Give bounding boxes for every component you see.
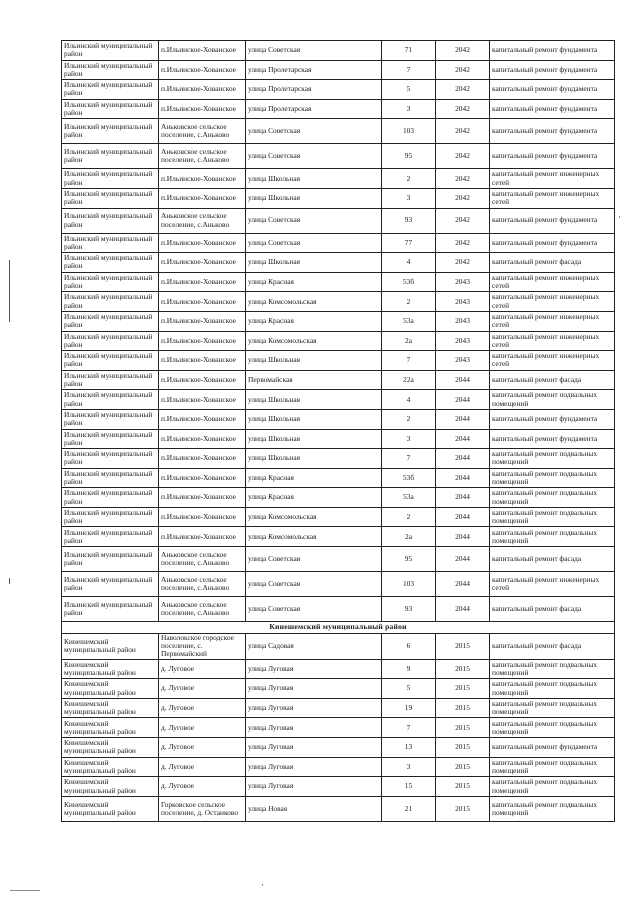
street-cell: улица Школьная (246, 169, 382, 189)
settlement-cell: п.Ильинское-Хованское (159, 99, 246, 119)
house-number-cell: 53а (382, 311, 436, 331)
district-cell: Ильинский муниципальный район (62, 507, 159, 527)
district-cell: Ильинский муниципальный район (62, 169, 159, 189)
district-cell: Ильинский муниципальный район (62, 390, 159, 410)
work-type-cell: капитальный ремонт фасада (490, 547, 615, 572)
house-number-cell: 21 (382, 796, 436, 821)
district-cell: Ильинский муниципальный район (62, 449, 159, 469)
work-type-cell: капитальный ремонт подвальных помещений (490, 468, 615, 488)
year-cell: 2015 (436, 777, 490, 797)
house-number-cell: 4 (382, 253, 436, 273)
table-row (62, 757, 615, 777)
district-cell: Ильинский муниципальный район (62, 351, 159, 371)
year-cell: 2044 (436, 488, 490, 508)
year-cell: 2043 (436, 272, 490, 292)
house-number-cell: 2а (382, 331, 436, 351)
district-cell: Ильинский муниципальный район (62, 572, 159, 597)
house-number-cell: 7 (382, 718, 436, 738)
table-body-ilinsky (62, 41, 615, 622)
year-cell: 2015 (436, 698, 490, 718)
table-row (62, 597, 615, 622)
district-cell: Ильинский муниципальный район (62, 468, 159, 488)
year-cell: 2044 (436, 468, 490, 488)
year-cell: 2042 (436, 188, 490, 208)
table-row (62, 80, 615, 100)
settlement-cell: д. Луговое (159, 659, 246, 679)
street-cell: улица Новая (246, 796, 382, 821)
year-cell: 2042 (436, 208, 490, 233)
district-cell: Ильинский муниципальный район (62, 409, 159, 429)
house-number-cell: 13 (382, 738, 436, 758)
work-type-cell: капитальный ремонт подвальных помещений (490, 659, 615, 679)
table-row (62, 449, 615, 469)
street-cell: улица Пролетарская (246, 60, 382, 80)
work-type-cell: капитальный ремонт фундамента (490, 144, 615, 169)
table-row (62, 777, 615, 797)
repair-schedule-table (61, 40, 615, 822)
district-cell: Ильинский муниципальный район (62, 253, 159, 273)
settlement-cell: п.Ильинское-Хованское (159, 233, 246, 253)
district-cell: Кинешемский муниципальный район (62, 698, 159, 718)
settlement-cell: Аньковское сельское поселение, с.Аньково (159, 572, 246, 597)
table-row (62, 119, 615, 144)
table-section (62, 622, 615, 634)
district-cell: Кинешемский муниципальный район (62, 738, 159, 758)
street-cell: улица Комсомольская (246, 507, 382, 527)
house-number-cell: 95 (382, 144, 436, 169)
district-cell: Ильинский муниципальный район (62, 429, 159, 449)
settlement-cell: п.Ильинское-Хованское (159, 390, 246, 410)
settlement-cell: Горковское сельское поселение, д. Останково (159, 796, 246, 821)
work-type-cell: капитальный ремонт инженерных сетей (490, 188, 615, 208)
work-type-cell: капитальный ремонт подвальных помещений (490, 718, 615, 738)
table-row (62, 311, 615, 331)
year-cell: 2044 (436, 409, 490, 429)
house-number-cell: 53б (382, 468, 436, 488)
year-cell: 2042 (436, 233, 490, 253)
settlement-cell: п.Ильинское-Хованское (159, 188, 246, 208)
settlement-cell: п.Ильинское-Хованское (159, 351, 246, 371)
district-cell: Ильинский муниципальный район (62, 331, 159, 351)
settlement-cell: Аньковское сельское поселение, с.Аньково (159, 597, 246, 622)
street-cell: улица Советская (246, 119, 382, 144)
house-number-cell: 4 (382, 390, 436, 410)
house-number-cell: 15 (382, 777, 436, 797)
settlement-cell: д. Луговое (159, 777, 246, 797)
house-number-cell: 2 (382, 409, 436, 429)
table-row (62, 169, 615, 189)
table-row (62, 188, 615, 208)
work-type-cell: капитальный ремонт фундамента (490, 409, 615, 429)
settlement-cell: Аньковское сельское поселение, с.Аньково (159, 547, 246, 572)
street-cell: улица Комсомольская (246, 292, 382, 312)
work-type-cell: капитальный ремонт подвальных помещений (490, 527, 615, 547)
district-cell: Ильинский муниципальный район (62, 60, 159, 80)
table-row (62, 698, 615, 718)
work-type-cell: капитальный ремонт инженерных сетей (490, 292, 615, 312)
settlement-cell: п.Ильинское-Хованское (159, 169, 246, 189)
year-cell: 2042 (436, 80, 490, 100)
work-type-cell: капитальный ремонт фундамента (490, 41, 615, 61)
settlement-cell: п.Ильинское-Хованское (159, 429, 246, 449)
year-cell: 2015 (436, 659, 490, 679)
table-row (62, 272, 615, 292)
street-cell: улица Школьная (246, 409, 382, 429)
scan-margin-mark (9, 260, 10, 322)
house-number-cell: 2 (382, 169, 436, 189)
street-cell: улица Советская (246, 572, 382, 597)
year-cell: 2043 (436, 351, 490, 371)
house-number-cell: 71 (382, 41, 436, 61)
table-row (62, 679, 615, 699)
district-cell: Ильинский муниципальный район (62, 488, 159, 508)
house-number-cell: 103 (382, 119, 436, 144)
work-type-cell: капитальный ремонт подвальных помещений (490, 757, 615, 777)
year-cell: 2042 (436, 60, 490, 80)
work-type-cell: капитальный ремонт фасада (490, 370, 615, 390)
street-cell: улица Комсомольская (246, 527, 382, 547)
year-cell: 2044 (436, 527, 490, 547)
work-type-cell: капитальный ремонт фундамента (490, 208, 615, 233)
settlement-cell: п.Ильинское-Хованское (159, 370, 246, 390)
street-cell: улица Луговая (246, 698, 382, 718)
table-row (62, 468, 615, 488)
district-cell: Ильинский муниципальный район (62, 41, 159, 61)
house-number-cell: 7 (382, 449, 436, 469)
house-number-cell: 3 (382, 99, 436, 119)
work-type-cell: капитальный ремонт инженерных сетей (490, 351, 615, 371)
work-type-cell: капитальный ремонт фасада (490, 634, 615, 660)
street-cell: улица Пролетарская (246, 99, 382, 119)
house-number-cell: 2а (382, 527, 436, 547)
table-row (62, 547, 615, 572)
district-cell: Ильинский муниципальный район (62, 292, 159, 312)
work-type-cell: капитальный ремонт инженерных сетей (490, 272, 615, 292)
settlement-cell: Аньковское сельское поселение, с.Аньково (159, 119, 246, 144)
settlement-cell: п.Ильинское-Хованское (159, 507, 246, 527)
street-cell: улица Советская (246, 597, 382, 622)
settlement-cell: п.Ильинское-Хованское (159, 292, 246, 312)
year-cell: 2042 (436, 253, 490, 273)
district-cell: Кинешемский муниципальный район (62, 634, 159, 660)
settlement-cell: п.Ильинское-Хованское (159, 41, 246, 61)
table-row (62, 60, 615, 80)
settlement-cell: д. Луговое (159, 698, 246, 718)
street-cell: улица Пролетарская (246, 80, 382, 100)
work-type-cell: капитальный ремонт фундамента (490, 233, 615, 253)
street-cell: улица Луговая (246, 738, 382, 758)
table-row (62, 370, 615, 390)
work-type-cell: капитальный ремонт фасада (490, 253, 615, 273)
house-number-cell: 22а (382, 370, 436, 390)
work-type-cell: капитальный ремонт инженерных сетей (490, 572, 615, 597)
table-row (62, 488, 615, 508)
year-cell: 2044 (436, 597, 490, 622)
street-cell: улица Школьная (246, 429, 382, 449)
scan-speck (619, 216, 620, 218)
work-type-cell: капитальный ремонт подвальных помещений (490, 488, 615, 508)
settlement-cell: п.Ильинское-Хованское (159, 409, 246, 429)
year-cell: 2044 (436, 370, 490, 390)
work-type-cell: капитальный ремонт инженерных сетей (490, 331, 615, 351)
house-number-cell: 5 (382, 80, 436, 100)
table-row (62, 659, 615, 679)
work-type-cell: капитальный ремонт фасада (490, 597, 615, 622)
street-cell: улица Школьная (246, 449, 382, 469)
year-cell: 2015 (436, 757, 490, 777)
work-type-cell: капитальный ремонт подвальных помещений (490, 449, 615, 469)
year-cell: 2044 (436, 572, 490, 597)
street-cell: улица Школьная (246, 253, 382, 273)
house-number-cell: 93 (382, 597, 436, 622)
house-number-cell: 93 (382, 208, 436, 233)
settlement-cell: д. Луговое (159, 679, 246, 699)
settlement-cell: п.Ильинское-Хованское (159, 60, 246, 80)
street-cell: улица Садовая (246, 634, 382, 660)
year-cell: 2042 (436, 41, 490, 61)
district-cell: Ильинский муниципальный район (62, 547, 159, 572)
settlement-cell: п.Ильинское-Хованское (159, 311, 246, 331)
settlement-cell: п.Ильинское-Хованское (159, 331, 246, 351)
work-type-cell: капитальный ремонт инженерных сетей (490, 169, 615, 189)
table-row (62, 41, 615, 61)
street-cell: Первомайская (246, 370, 382, 390)
street-cell: улица Луговая (246, 757, 382, 777)
settlement-cell: п.Ильинское-Хованское (159, 449, 246, 469)
table-row (62, 351, 615, 371)
district-cell: Кинешемский муниципальный район (62, 659, 159, 679)
house-number-cell: 19 (382, 698, 436, 718)
street-cell: улица Красная (246, 488, 382, 508)
street-cell: улица Луговая (246, 659, 382, 679)
settlement-cell: Наволокское городское поселение, с. Первомайский (159, 634, 246, 660)
street-cell: улица Луговая (246, 679, 382, 699)
street-cell: улица Школьная (246, 188, 382, 208)
settlement-cell: д. Луговое (159, 738, 246, 758)
house-number-cell: 2 (382, 292, 436, 312)
table-row (62, 429, 615, 449)
work-type-cell: капитальный ремонт подвальных помещений (490, 777, 615, 797)
table-body-kineshma (62, 634, 615, 822)
street-cell: улица Комсомольская (246, 331, 382, 351)
work-type-cell: капитальный ремонт инженерных сетей (490, 311, 615, 331)
table-row (62, 253, 615, 273)
district-cell: Ильинский муниципальный район (62, 272, 159, 292)
table-row (62, 718, 615, 738)
scan-margin-mark (9, 578, 10, 584)
year-cell: 2044 (436, 507, 490, 527)
year-cell: 2015 (436, 634, 490, 660)
street-cell: улица Школьная (246, 351, 382, 371)
district-cell: Кинешемский муниципальный район (62, 718, 159, 738)
district-cell: Ильинский муниципальный район (62, 99, 159, 119)
section-header-row (62, 622, 615, 634)
district-cell: Кинешемский муниципальный район (62, 796, 159, 821)
district-cell: Ильинский муниципальный район (62, 597, 159, 622)
table-row (62, 507, 615, 527)
work-type-cell: капитальный ремонт подвальных помещений (490, 507, 615, 527)
scan-footer-mark (10, 890, 40, 891)
house-number-cell: 3 (382, 188, 436, 208)
year-cell: 2044 (436, 449, 490, 469)
settlement-cell: п.Ильинское-Хованское (159, 488, 246, 508)
work-type-cell: капитальный ремонт подвальных помещений (490, 390, 615, 410)
table-row (62, 738, 615, 758)
year-cell: 2044 (436, 390, 490, 410)
table-row (62, 634, 615, 660)
settlement-cell: п.Ильинское-Хованское (159, 468, 246, 488)
work-type-cell: капитальный ремонт фундамента (490, 119, 615, 144)
district-cell: Ильинский муниципальный район (62, 80, 159, 100)
year-cell: 2043 (436, 292, 490, 312)
table-row (62, 208, 615, 233)
table-row (62, 527, 615, 547)
street-cell: улица Советская (246, 41, 382, 61)
house-number-cell: 7 (382, 351, 436, 371)
work-type-cell: капитальный ремонт фундамента (490, 738, 615, 758)
year-cell: 2015 (436, 679, 490, 699)
street-cell: улица Красная (246, 468, 382, 488)
district-cell: Ильинский муниципальный район (62, 370, 159, 390)
settlement-cell: д. Луговое (159, 757, 246, 777)
district-cell: Кинешемский муниципальный район (62, 757, 159, 777)
year-cell: 2044 (436, 429, 490, 449)
year-cell: 2015 (436, 738, 490, 758)
table-row (62, 390, 615, 410)
district-cell: Ильинский муниципальный район (62, 311, 159, 331)
street-cell: улица Советская (246, 144, 382, 169)
table-row (62, 292, 615, 312)
district-cell: Ильинский муниципальный район (62, 119, 159, 144)
year-cell: 2042 (436, 144, 490, 169)
year-cell: 2015 (436, 718, 490, 738)
settlement-cell: д. Луговое (159, 718, 246, 738)
work-type-cell: капитальный ремонт фундамента (490, 60, 615, 80)
work-type-cell: капитальный ремонт фундамента (490, 99, 615, 119)
street-cell: улица Советская (246, 233, 382, 253)
house-number-cell: 103 (382, 572, 436, 597)
table-row (62, 796, 615, 821)
street-cell: улица Советская (246, 208, 382, 233)
settlement-cell: Аньковское сельское поселение, с.Аньково (159, 144, 246, 169)
house-number-cell: 95 (382, 547, 436, 572)
street-cell: улица Школьная (246, 390, 382, 410)
house-number-cell: 9 (382, 659, 436, 679)
year-cell: 2043 (436, 311, 490, 331)
district-cell: Кинешемский муниципальный район (62, 777, 159, 797)
settlement-cell: Аньковское сельское поселение, с.Аньково (159, 208, 246, 233)
year-cell: 2042 (436, 169, 490, 189)
house-number-cell: 7 (382, 60, 436, 80)
settlement-cell: п.Ильинское-Хованское (159, 272, 246, 292)
year-cell: 2042 (436, 119, 490, 144)
settlement-cell: п.Ильинское-Хованское (159, 527, 246, 547)
table-row (62, 409, 615, 429)
work-type-cell: капитальный ремонт фундамента (490, 80, 615, 100)
district-cell: Ильинский муниципальный район (62, 527, 159, 547)
work-type-cell: капитальный ремонт подвальных помещений (490, 698, 615, 718)
house-number-cell: 77 (382, 233, 436, 253)
district-cell: Ильинский муниципальный район (62, 144, 159, 169)
district-cell: Ильинский муниципальный район (62, 208, 159, 233)
house-number-cell: 5 (382, 679, 436, 699)
settlement-cell: п.Ильинское-Хованское (159, 253, 246, 273)
street-cell: улица Красная (246, 311, 382, 331)
table-row (62, 331, 615, 351)
district-cell: Ильинский муниципальный район (62, 233, 159, 253)
table-row (62, 99, 615, 119)
district-cell: Кинешемский муниципальный район (62, 679, 159, 699)
house-number-cell: 3 (382, 757, 436, 777)
table-row (62, 233, 615, 253)
house-number-cell: 53а (382, 488, 436, 508)
district-cell: Ильинский муниципальный район (62, 188, 159, 208)
street-cell: улица Советская (246, 547, 382, 572)
work-type-cell: капитальный ремонт подвальных помещений (490, 796, 615, 821)
house-number-cell: 3 (382, 429, 436, 449)
work-type-cell: капитальный ремонт фундамента (490, 429, 615, 449)
scan-speck (262, 884, 263, 886)
year-cell: 2042 (436, 99, 490, 119)
year-cell: 2043 (436, 331, 490, 351)
work-type-cell: капитальный ремонт подвальных помещений (490, 679, 615, 699)
settlement-cell: п.Ильинское-Хованское (159, 80, 246, 100)
section-title: Кинешемский муниципальный район (62, 622, 615, 634)
table-row (62, 144, 615, 169)
year-cell: 2044 (436, 547, 490, 572)
year-cell: 2015 (436, 796, 490, 821)
house-number-cell: 53б (382, 272, 436, 292)
street-cell: улица Луговая (246, 777, 382, 797)
house-number-cell: 2 (382, 507, 436, 527)
house-number-cell: 6 (382, 634, 436, 660)
street-cell: улица Красная (246, 272, 382, 292)
street-cell: улица Луговая (246, 718, 382, 738)
table-row (62, 572, 615, 597)
